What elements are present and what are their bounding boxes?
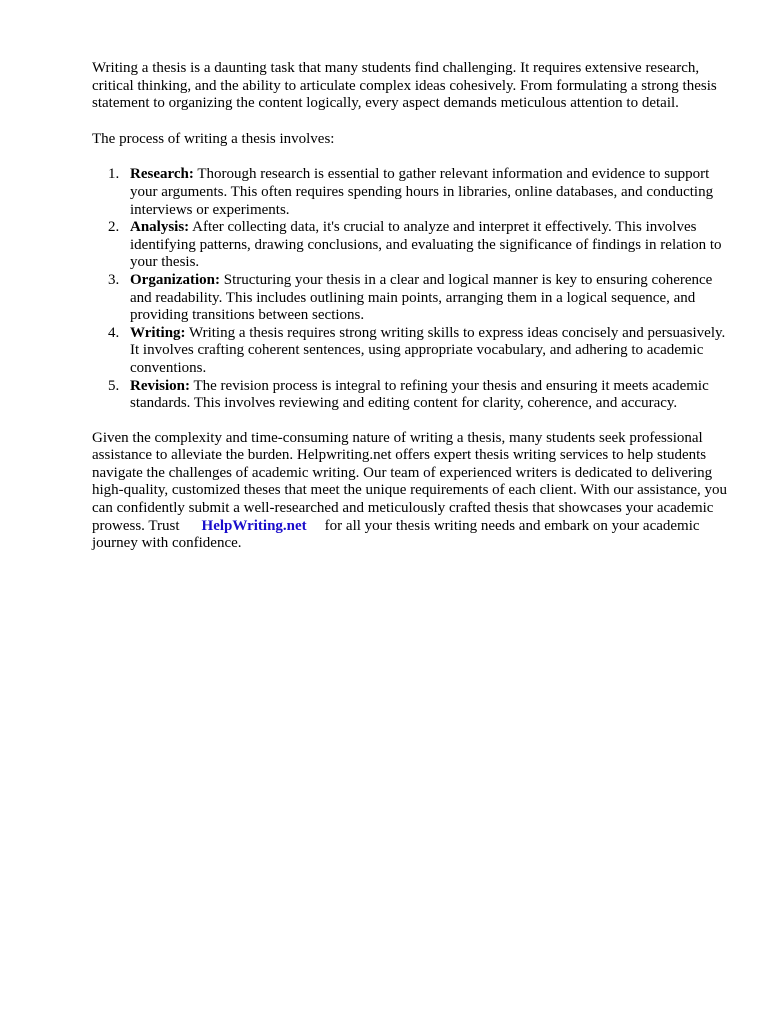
closing-text-after-link: for all your thesis writing needs and embark on your academic journey with confidence. [92, 517, 700, 552]
list-item-term: Revision: [130, 377, 190, 394]
list-item-writing [92, 325, 728, 378]
list-item-text: Writing a thesis requires strong writing skills to express ideas concisely and persuasively. It involves crafting coherent sentences, using appropriate vocabulary, and adhering to academic conventions. [130, 324, 726, 376]
list-item-term: Organization: [130, 271, 220, 288]
list-item-number: 2. [108, 219, 120, 236]
closing-paragraph [92, 430, 728, 553]
list-item-number: 1. [108, 166, 120, 183]
list-item-text: After collecting data, it's crucial to analyze and interpret it effectively. This involves identifying patterns, drawing conclusions, and evaluating the significance of findings in relation to your thesis. [130, 219, 722, 271]
list-item-number: 4. [108, 324, 120, 341]
list-item-number: 5. [108, 377, 120, 394]
list-item-text: Structuring your thesis in a clear and logical manner is key to ensuring coherence and readability. This includes outlining main points, arranging them in a logical sequence, and providing transitions between sections. [130, 271, 713, 324]
list-item-term: Analysis: [130, 219, 190, 236]
helpwriting-link[interactable]: HelpWriting.net [201, 517, 307, 534]
list-item-number: 3. [108, 271, 120, 288]
process-steps-list [92, 166, 728, 412]
process-lead-text: The process of writing a thesis involves: [92, 130, 335, 147]
list-item-revision [92, 378, 728, 413]
list-item-text: The revision process is integral to refining your thesis and ensuring it meets academic standards. This involves reviewing and editing content for clarity, coherence, and accuracy. [130, 377, 709, 412]
list-item-term: Research: [130, 166, 194, 183]
list-item-text: Thorough research is essential to gather relevant information and evidence to support your arguments. This often requires spending hours in libraries, online databases, and conducting interviews or experiments. [130, 166, 714, 218]
list-item-organization [92, 272, 728, 325]
closing-text-before-link: Given the complexity and time-consuming nature of writing a thesis, many students seek professional assistance to alleviate the burden. Helpwriting.net offers expert thesis writing services to help students navigate the challenges of academic writing. Our team of experienced writers is dedicated to delivering high-quality, customized theses that meet the unique requirements of each client. With our assistance, you can confidently submit a well-researched and meticulously crafted thesis that showcases your academic prowess. Trust [92, 429, 728, 534]
list-item-term: Writing: [130, 324, 186, 341]
list-item-analysis [92, 219, 728, 272]
intro-paragraph: Writing a thesis is a daunting task that many students find challenging. It requires extensive research, critical thinking, and the ability to articulate complex ideas cohesively. From formulating a strong thesis statement to organizing the content logically, every aspect demands meticulous attention to detail. [92, 60, 717, 112]
document-page [92, 60, 728, 553]
list-item-research [92, 166, 728, 219]
